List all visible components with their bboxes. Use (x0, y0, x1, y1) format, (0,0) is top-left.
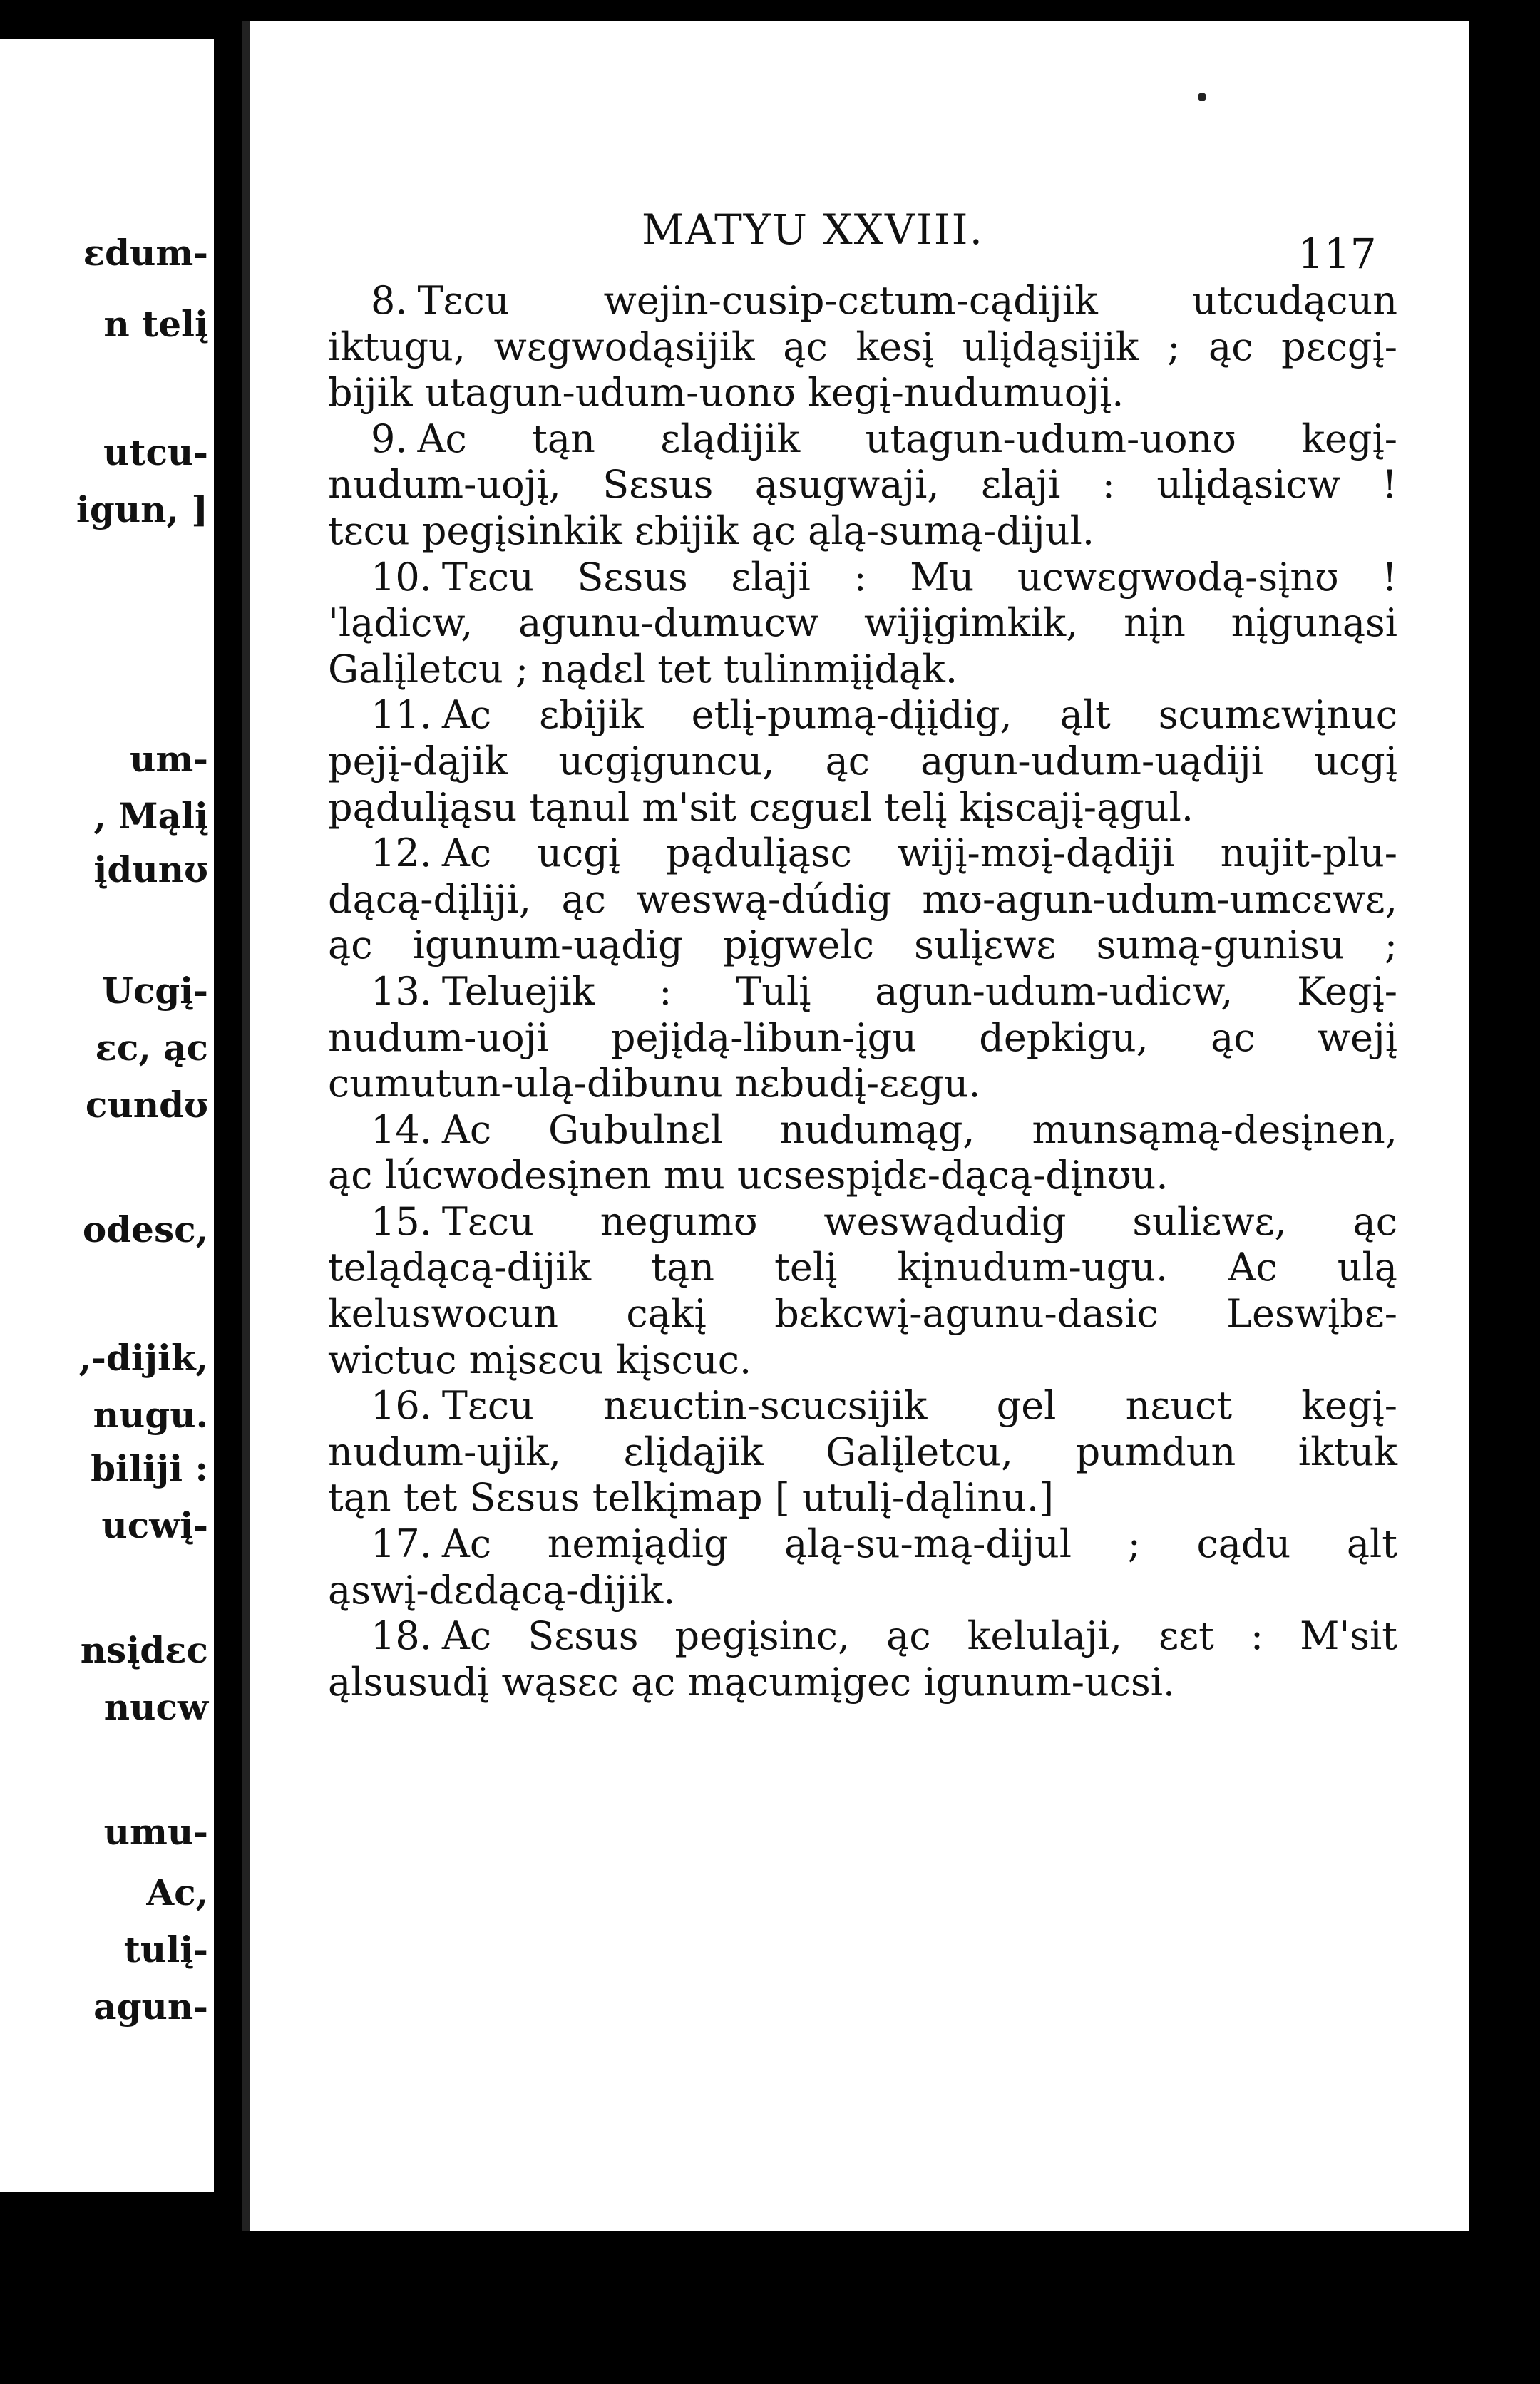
running-head: MATYU XXVIII. (642, 205, 985, 254)
line-text: ąswį-dɛdącą-dijik. (328, 1567, 676, 1613)
left-page-text-fragment: nugu. (93, 1394, 208, 1436)
text-line (328, 877, 1397, 923)
print-speck (1198, 93, 1206, 101)
verse-number: 11. (371, 692, 432, 738)
left-page-text-fragment: utcu- (103, 431, 208, 473)
line-text: Tɛcu Sɛsus ɛlaji : Mu ucwɛgwodą-sįnʊ ! (441, 554, 1397, 600)
line-text: iktugu, wɛgwodąsijik ąc kesį ulįdąsijik ; ąc pɛcgį- (328, 324, 1397, 369)
text-line (328, 416, 1397, 463)
text-line (328, 462, 1397, 508)
text-line (328, 692, 1397, 739)
left-page-text-fragment: agun- (93, 1985, 208, 2028)
left-page-text-fragment: odesc, (82, 1208, 208, 1250)
text-line (328, 1153, 1397, 1199)
text-line (328, 1015, 1397, 1062)
text-line (328, 1383, 1397, 1429)
line-text: tąn tet Sɛsus telkįmap [ utulį-dąlinu.] (328, 1475, 1054, 1521)
line-text: dącą-dįliji, ąc weswą-dúdig mʊ-agun-udum-umcɛwɛ, (328, 876, 1397, 922)
text-line (328, 1107, 1397, 1154)
text-line (328, 647, 1397, 693)
text-line (328, 508, 1397, 555)
verse-number: 17. (371, 1521, 432, 1567)
line-text: telądącą-dijik tąn telį kįnudum-ugu. Ac ulą (328, 1245, 1397, 1290)
line-text: Tɛcu negumʊ weswądudig suliɛwɛ, ąc (441, 1198, 1397, 1244)
left-page-text-fragment: ɛc, ąc (95, 1027, 208, 1069)
text-line (328, 324, 1397, 371)
line-text: bijik utagun-udum-uonʊ kegį-nudumuojį. (328, 370, 1124, 416)
left-page-text-fragment: umu- (103, 1811, 208, 1853)
text-line (328, 1475, 1397, 1521)
left-page-text-fragment: igun, ] (76, 488, 208, 530)
left-page-text-fragment: nucw (103, 1686, 208, 1728)
text-line (328, 1568, 1397, 1614)
left-page-text-fragment: biliji : (91, 1447, 208, 1489)
text-line (328, 1521, 1397, 1568)
line-text: keluswocun cąkį bɛkcwį-agunu-dasic Leswįbɛ- (328, 1291, 1397, 1337)
body-text (328, 278, 1397, 1705)
verse-number: 16. (371, 1383, 432, 1429)
verse-number: 12. (371, 831, 432, 876)
verse-number: 18. (371, 1613, 432, 1659)
text-line (328, 1199, 1397, 1245)
left-page-text-fragment: ucwį- (101, 1504, 208, 1546)
verse-number: 14. (371, 1106, 432, 1152)
line-text: Ac ɛbijik etlį-pumą-dįįdig, ąlt scumɛwįnuc (441, 692, 1397, 738)
text-line (328, 739, 1397, 785)
left-page-text-fragment: nsįdɛc (80, 1629, 208, 1671)
left-page-text-fragment: ɛdum- (83, 232, 208, 274)
left-page-text-fragment: Ucgį- (102, 970, 208, 1012)
line-text: Tɛcu nɛuctin-scucsijik gel nɛuct kegį- (441, 1383, 1397, 1429)
line-text: Galįletcu ; nądɛl tet tulinmįįdąk. (328, 646, 958, 692)
left-page-text-fragment: įdunʊ (93, 848, 208, 890)
verse-number: 8. (371, 278, 408, 323)
line-text: nudum-uojį, Sɛsus ąsugwaji, ɛlaji : ulįdąsicw ! (328, 462, 1397, 508)
text-line (328, 1245, 1397, 1291)
line-text: Ac nemįądig ąlą-su-mą-dijul ; cądu ąlt (441, 1521, 1397, 1567)
left-page-text-fragment: cundʊ (85, 1084, 208, 1126)
line-text: cumutun-ulą-dibunu nɛbudį-ɛɛgu. (328, 1061, 981, 1106)
line-text: nudum-uoji pejįdą-libun-įgu depkigu, ąc wejį (328, 1014, 1397, 1060)
text-line (328, 555, 1397, 601)
line-text: Ac ucgį pądulįąsc wijį-mʊį-dądiji nujit-plu- (441, 831, 1397, 876)
book-gutter (214, 29, 242, 2203)
text-line (328, 1613, 1397, 1660)
line-text: tɛcu pegįsinkik ɛbijik ąc ąlą-sumą-dijul. (328, 508, 1095, 553)
text-line (328, 1061, 1397, 1107)
line-text: Ac Gubulnɛl nudumąg, munsąmą-desįnen, (441, 1106, 1397, 1152)
page-number: 117 (1298, 230, 1377, 278)
text-line (328, 278, 1397, 324)
line-text: 'lądicw, agunu-dumucw wijįgimkik, nįn nįgunąsi (328, 600, 1397, 646)
text-line (328, 969, 1397, 1015)
verse-number: 9. (371, 416, 408, 461)
left-page-text-fragment: ,-dijik, (78, 1337, 208, 1379)
left-page-text-fragment: tulį- (123, 1928, 208, 1971)
text-line (328, 1660, 1397, 1706)
text-line (328, 1337, 1397, 1384)
left-page-text-fragment: Ac, (146, 1871, 208, 1913)
left-page-text-fragment: , Mąlį (93, 795, 208, 837)
line-text: pejį-dąjik ucgįguncu, ąc agun-udum-uądiji ucgį (328, 738, 1397, 783)
line-text: Ac Sɛsus pegįsinc, ąc kelulaji, ɛɛt : M'sit (441, 1613, 1397, 1659)
right-page (242, 21, 1469, 2231)
text-line (328, 785, 1397, 831)
line-text: Teluejik : Tulį agun-udum-udicw, Kegį- (441, 968, 1397, 1014)
text-line (328, 923, 1397, 969)
left-page-fragment (0, 39, 214, 2192)
line-text: Tɛcu wejin-cusip-cɛtum-cądijik utcudącun (417, 278, 1397, 323)
line-text: pądulįąsu tąnul m'sit cɛguɛl telį kįscajį-ągul. (328, 784, 1194, 830)
line-text: ąc igunum-uądig pįgwelc sulįɛwɛ sumą-gunisu ; (328, 923, 1397, 968)
verse-number: 10. (371, 554, 432, 600)
verse-number: 13. (371, 968, 432, 1014)
line-text: wictuc mįsɛcu kįscuc. (328, 1337, 752, 1382)
text-line (328, 600, 1397, 647)
verse-number: 15. (371, 1198, 432, 1244)
text-line (328, 370, 1397, 416)
page-inner-edge (242, 21, 250, 2231)
text-line (328, 1291, 1397, 1337)
left-page-text-fragment: n telį (103, 303, 208, 345)
left-page-text-fragment: um- (129, 738, 208, 780)
line-text: ąc lúcwodesįnen mu ucsespįdɛ-dącą-dįnʊu. (328, 1153, 1169, 1198)
text-line (328, 831, 1397, 877)
scan-border (242, 2231, 1469, 2384)
line-text: Ac tąn ɛlądijik utagun-udum-uonʊ kegį- (417, 416, 1397, 461)
line-text: ąlsusudį wąsɛc ąc mącumįgec igunum-ucsi. (328, 1659, 1176, 1705)
text-line (328, 1429, 1397, 1476)
line-text: nudum-ujik, ɛlįdąjik Galįletcu, pumdun iktuk (328, 1429, 1397, 1474)
